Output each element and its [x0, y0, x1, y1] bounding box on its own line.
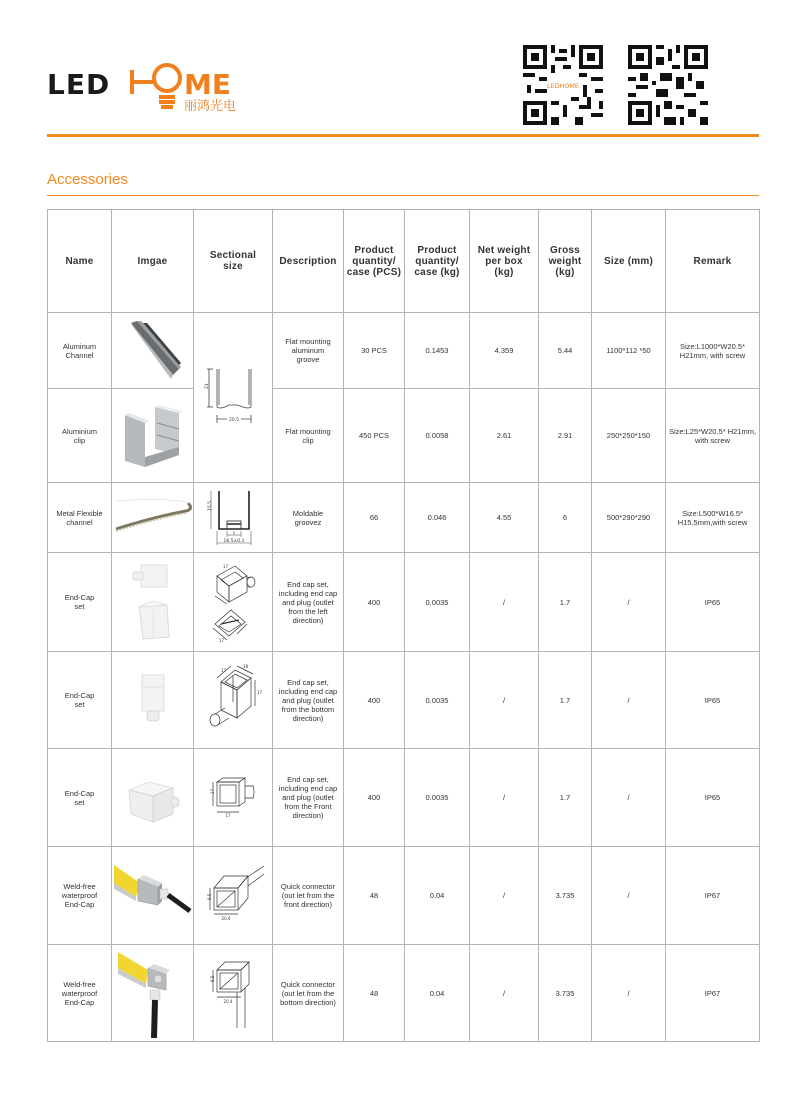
col-header-net-weight: Net weight per box (kg) [470, 210, 539, 313]
section-drawing-flex-channel [194, 483, 273, 553]
section-drawing-end-cap-left [194, 553, 273, 652]
cell-name: Weld-free waterproof End-Cap [48, 945, 112, 1042]
cell-remark: Size:L25*W20.5* H21mm, with screw [666, 389, 760, 483]
cell-description: Quick connector (out let from the bottom direction) [273, 945, 344, 1042]
cell-name: End-Cap set [48, 553, 112, 652]
cell-size: / [592, 652, 666, 749]
image-end-cap-left [112, 553, 194, 652]
cell-remark: IP67 [666, 847, 760, 945]
cell-description: End cap set, including end cap and plug (outlet from the bottom direction) [273, 652, 344, 749]
cell-name: End-Cap set [48, 749, 112, 847]
image-end-cap-bottom [112, 652, 194, 749]
cell-net-weight: / [470, 553, 539, 652]
svg-text:16.5±0.1: 16.5±0.1 [223, 538, 245, 544]
svg-text:17: 17 [219, 638, 225, 643]
cell-size: / [592, 847, 666, 945]
svg-text:17: 17 [223, 564, 229, 569]
cell-qty-kg: 0.04 [405, 945, 470, 1042]
table-row [48, 389, 760, 483]
cell-size: / [592, 945, 666, 1042]
image-quick-connector-front [112, 847, 194, 945]
cell-qty-kg: 0.0058 [405, 389, 470, 483]
cell-qty-pcs: 450 PCS [344, 389, 405, 483]
cell-remark: IP65 [666, 749, 760, 847]
cell-size: 500*290*290 [592, 483, 666, 553]
cell-net-weight: 2.61 [470, 389, 539, 483]
cell-qty-kg: 0.04 [405, 847, 470, 945]
section-divider [47, 195, 759, 196]
col-header-description: Description [273, 210, 344, 313]
cell-size: 1100*112 *50 [592, 313, 666, 389]
col-header-qty-kg: Product quantity/ case (kg) [405, 210, 470, 313]
cell-qty-kg: 0.1453 [405, 313, 470, 389]
col-header-gross-weight: Gross weight (kg) [539, 210, 592, 313]
cell-qty-kg: 0.046 [405, 483, 470, 553]
cell-qty-kg: 0.0035 [405, 749, 470, 847]
svg-text:ME: ME [184, 68, 231, 101]
col-header-remark: Remark [666, 210, 760, 313]
cell-net-weight: / [470, 749, 539, 847]
cell-qty-kg: 0.0035 [405, 652, 470, 749]
qr-code-website [628, 44, 708, 126]
col-header-size: Size (mm) [592, 210, 666, 313]
cell-qty-pcs: 400 [344, 553, 405, 652]
table-row [48, 749, 760, 847]
cell-remark: Size:L500*W16.5* H15.5mm,with screw [666, 483, 760, 553]
cell-gross-weight: 1.7 [539, 652, 592, 749]
cell-qty-pcs: 48 [344, 847, 405, 945]
cell-qty-kg: 0.0035 [405, 553, 470, 652]
section-drawing-connector-bottom [194, 945, 273, 1042]
svg-text:LEDHOME: LEDHOME [547, 82, 579, 91]
cell-qty-pcs: 400 [344, 749, 405, 847]
section-title: Accessories [47, 171, 128, 188]
table-row [48, 553, 760, 652]
cell-net-weight: / [470, 652, 539, 749]
section-drawing-end-cap-bottom [194, 652, 273, 749]
logo-graphic [47, 52, 257, 112]
image-end-cap-front [112, 749, 194, 847]
image-aluminum-channel [112, 313, 194, 389]
table-row [48, 313, 760, 389]
svg-text:17: 17 [257, 690, 263, 695]
header-divider [47, 134, 759, 137]
cell-net-weight: / [470, 847, 539, 945]
cell-size: / [592, 749, 666, 847]
image-aluminium-clip [112, 389, 194, 483]
col-header-sectional-size: Sectional size [194, 210, 273, 313]
cell-gross-weight: 2.91 [539, 389, 592, 483]
cell-qty-pcs: 48 [344, 945, 405, 1042]
cell-net-weight: 4.55 [470, 483, 539, 553]
cell-gross-weight: 6 [539, 483, 592, 553]
cell-name: Aluminum Channel [48, 313, 112, 389]
cell-remark: IP67 [666, 945, 760, 1042]
cell-description: Flat mounting aluminum groove [273, 313, 344, 389]
cell-description: Moldable groovez [273, 483, 344, 553]
cell-qty-pcs: 66 [344, 483, 405, 553]
table-header-row [48, 210, 760, 313]
cell-qty-pcs: 400 [344, 652, 405, 749]
section-drawing-channel [194, 313, 273, 483]
image-flexible-channel [112, 483, 194, 553]
cell-gross-weight: 1.7 [539, 553, 592, 652]
qr-code-wechat [523, 44, 603, 126]
section-drawing-connector-front [194, 847, 273, 945]
svg-text:20.5: 20.5 [228, 417, 240, 423]
cell-remark: IP65 [666, 553, 760, 652]
cell-gross-weight: 1.7 [539, 749, 592, 847]
cell-remark: Size:L1000*W20.5* H21mm, with screw [666, 313, 760, 389]
svg-text:17: 17 [210, 788, 215, 794]
svg-text:20.4: 20.4 [221, 915, 231, 921]
svg-text:9.5: 9.5 [207, 893, 212, 900]
cell-net-weight: 4.359 [470, 313, 539, 389]
cell-name: Aluminium clip [48, 389, 112, 483]
accessories-table [47, 209, 760, 1042]
col-header-name: Name [48, 210, 112, 313]
cell-description: End cap set, including end cap and plug (outlet from the left direction) [273, 553, 344, 652]
cell-name: End-Cap set [48, 652, 112, 749]
cell-name: Metal Flexible channel [48, 483, 112, 553]
cell-gross-weight: 3.735 [539, 847, 592, 945]
cell-net-weight: / [470, 945, 539, 1042]
ledhome-logo [47, 52, 257, 112]
cell-gross-weight: 3.735 [539, 945, 592, 1042]
cell-description: Flat mounting clip [273, 389, 344, 483]
svg-text:20.4: 20.4 [223, 999, 233, 1004]
svg-text:9.5: 9.5 [210, 975, 215, 982]
cell-gross-weight: 5.44 [539, 313, 592, 389]
cell-remark: IP65 [666, 652, 760, 749]
svg-text:21: 21 [205, 382, 210, 389]
svg-text:15.5: 15.5 [208, 500, 213, 511]
cell-qty-pcs: 30 PCS [344, 313, 405, 389]
cell-description: End cap set, including end cap and plug (outlet from the Front direction) [273, 749, 344, 847]
cell-size: 250*250*150 [592, 389, 666, 483]
svg-text:丽鸿光电: 丽鸿光电 [184, 99, 237, 112]
svg-text:18: 18 [243, 664, 249, 669]
cell-size: / [592, 553, 666, 652]
table-row [48, 483, 760, 553]
col-header-qty-pcs: Product quantity/ case (PCS) [344, 210, 405, 313]
section-drawing-end-cap-front [194, 749, 273, 847]
table-row [48, 847, 760, 945]
table-row [48, 945, 760, 1042]
col-header-image: Imgae [112, 210, 194, 313]
svg-text:5: 5 [232, 529, 236, 535]
svg-text:LED: LED [47, 68, 111, 101]
svg-text:17: 17 [225, 812, 231, 818]
table-row [48, 652, 760, 749]
image-quick-connector-bottom [112, 945, 194, 1042]
cell-description: Quick connector (out let from the front direction) [273, 847, 344, 945]
svg-text:17: 17 [221, 668, 227, 673]
cell-name: Weld-free waterproof End-Cap [48, 847, 112, 945]
